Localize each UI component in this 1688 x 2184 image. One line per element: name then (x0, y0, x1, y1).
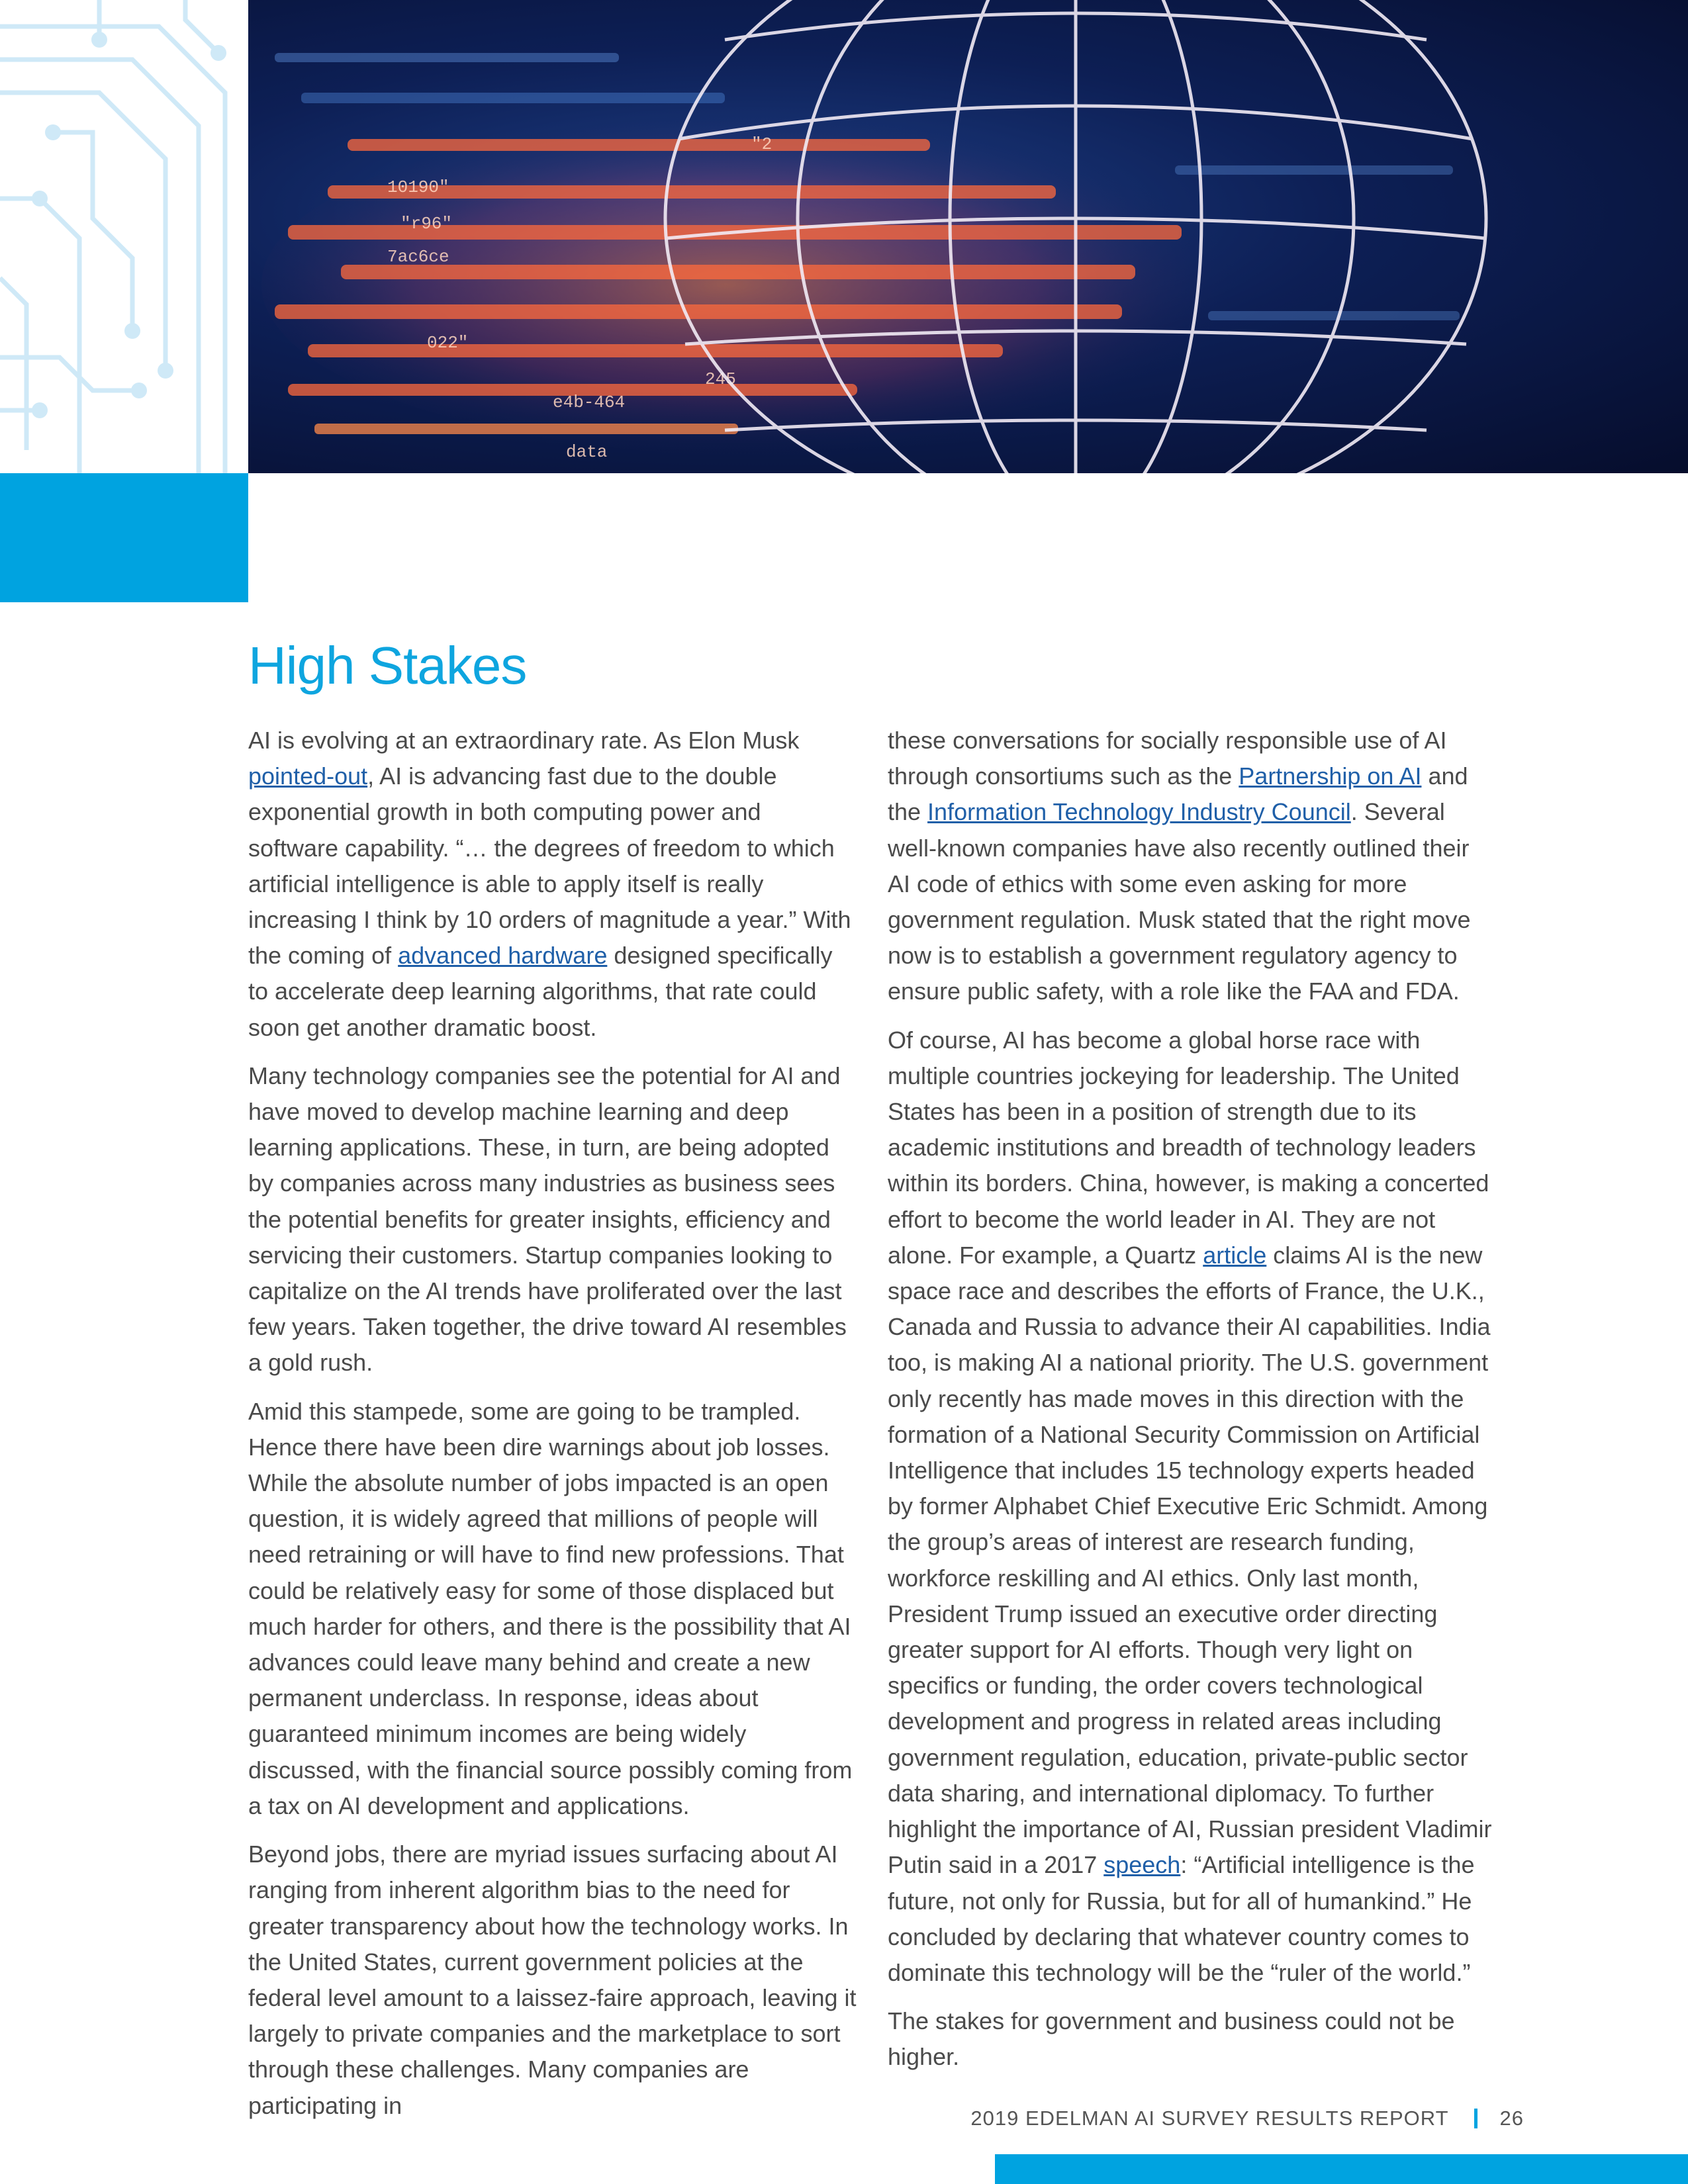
paragraph-text: designed specifically to accelerate deep learning algorithms, that rate could soon get another dramatic boost. (248, 942, 833, 1041)
hero-image (248, 0, 1688, 473)
paragraph-text: , AI is advancing fast due to the double exponential growth in both computing power and software capability. “… the degrees of freedom to which artificial intelligence is able to apply itself is really increasing I think by 10 orders of magnitude a year.” With the coming of (248, 762, 851, 970)
paragraph-text: claims AI is the new space race and describes the efforts of France, the U.K., Canada and Russia to advance their AI capabilities. India too, is making AI a national priority. The U.S. government only recently has made moves in this direction with the formation of a National Security Commission on Artificial Intelligence that includes 15 technology experts headed by former Alphabet Chief Executive Eric Schmidt. Among the group’s areas of interest are research funding, workforce reskilling and AI ethics. Only last month, President Trump issued an executive order directing greater support for AI efforts. Though very light on specifics or funding, the order covers technological development and progress in related areas including government regulation, education, private-public sector data sharing, and international diplomacy. To further highlight the importance of AI, Russian president Vladimir Putin said in a 2017 (888, 1241, 1492, 1879)
code-snippet: 022" (427, 333, 469, 353)
code-glow (261, 113, 1294, 457)
paragraph-text: : “Artificial intelligence is the future, not only for Russia, but for all of humankind.” He concluded by declaring that whatever country comes to dominate this technology will be the “ruler of the world.” (888, 1851, 1475, 1986)
page-number: 26 (1499, 2107, 1524, 2130)
page-footer (970, 2107, 1524, 2130)
advanced-hardware-link[interactable]: advanced hardware (398, 942, 608, 970)
code-snippet: "2 (751, 134, 773, 154)
code-snippet: 7ac6ce (387, 247, 449, 267)
paragraph-text: these conversations for socially responsible use of AI through consortiums such as the (888, 727, 1447, 790)
paragraph: Beyond jobs, there are myriad issues surfacing about AI ranging from inherent algorithm bias to the need for greater transparency about how the technology works. In the United States, current government policies at the federal level amount to a laissez-faire approach, leaving it largely to private companies and the marketplace to sort through these challenges. Many companies are participating in (248, 1841, 857, 2119)
footer-separator (1474, 2109, 1477, 2128)
code-snippet: 10190" (387, 177, 449, 197)
report-title: 2019 EDELMAN AI SURVEY RESULTS REPORT (970, 2107, 1449, 2130)
code-snippet: "r96" (400, 214, 453, 234)
right-column (888, 723, 1497, 2088)
paragraph: Many technology companies see the potential for AI and have moved to develop machine learning and deep learning applications. These, in turn, are being adopted by companies across many industries as business sees the potential benefits for greater insights, efficiency and servicing their customers. Startup companies looking to capitalize on the AI trends have proliferated over the last few years. Taken together, the drive toward AI resembles a gold rush. (248, 1062, 847, 1377)
code-snippet: 245 (705, 369, 736, 389)
page-title: High Stakes (248, 636, 527, 695)
code-snippet: e4b-464 (553, 392, 626, 412)
paragraph: The stakes for government and business could not be higher. (888, 2007, 1455, 2071)
paragraph (248, 723, 857, 1046)
paragraph-text: AI is evolving at an extraordinary rate. As Elon Musk (248, 727, 800, 754)
circuit-pattern (0, 0, 248, 473)
paragraph-text: and the (888, 762, 1468, 826)
footer-accent-bar (995, 2154, 1688, 2184)
paragraph-text: Of course, AI has become a global horse race with multiple countries jockeying for leadership. The United States has been in a position of strength due to its academic institutions and breadth of technology leaders within its borders. China, however, is making a concerted effort to become the world leader in AI. They are not alone. For example, a Quartz (888, 1026, 1489, 1269)
speech-link[interactable]: speech (1103, 1851, 1181, 1879)
itic-link[interactable]: Information Technology Industry Council (927, 798, 1351, 826)
left-column (248, 723, 857, 2136)
paragraph: Amid this stampede, some are going to be trampled. Hence there have been dire warnings about job losses. While the absolute number of jobs impacted is an open question, it is widely agreed that millions of people will need retraining or will have to find new professions. That could be relatively easy for some of those displaced but much harder for others, and there is the possibility that AI advances could leave many behind and create a new permanent underclass. In response, ideas about guaranteed minimum incomes are being widely discussed, with the financial source possibly coming from a tax on AI development and applications. (248, 1397, 853, 1819)
paragraph (888, 723, 1497, 1010)
paragraph-text: . Several well-known companies have also recently outlined their AI code of ethics with some even asking for more government regulation. Musk stated that the right move now is to establish a government regulatory agency to ensure public safety, with a role like the FAA and FDA. (888, 798, 1471, 1005)
accent-block (0, 473, 248, 602)
pointed-out-link[interactable]: pointed-out (248, 762, 368, 790)
paragraph (888, 1023, 1497, 1991)
partnership-on-ai-link[interactable]: Partnership on AI (1239, 762, 1422, 790)
quartz-article-link[interactable]: article (1203, 1241, 1267, 1269)
code-snippet: data (566, 442, 608, 462)
